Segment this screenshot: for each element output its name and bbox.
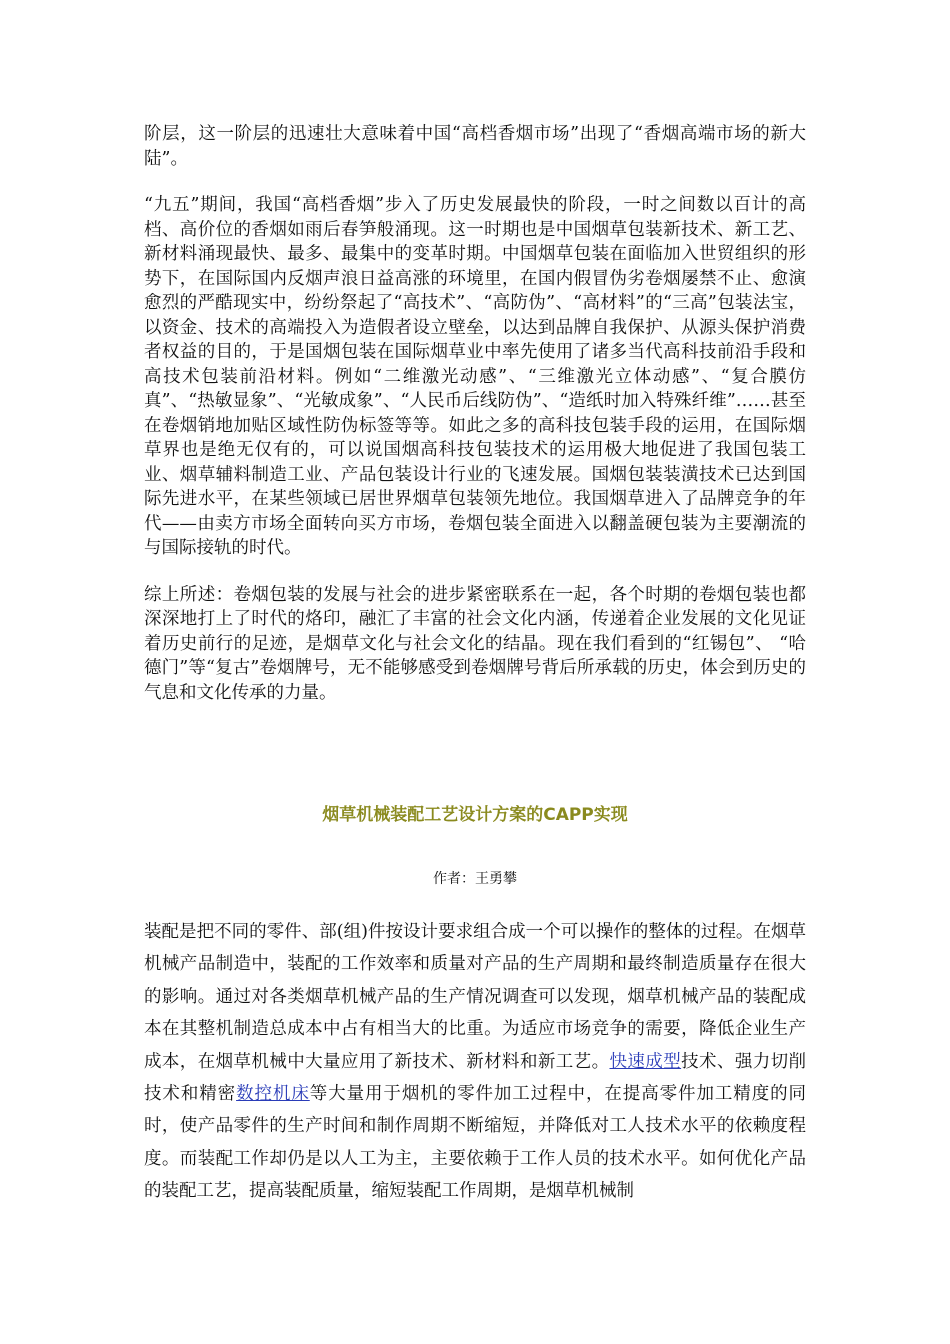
link-rapid-prototyping[interactable]: 快速成型 <box>609 1051 682 1072</box>
article-byline: 作者：王勇攀 <box>433 871 517 887</box>
article-body <box>144 916 806 1208</box>
document-page <box>144 122 807 1202</box>
paragraph-continuation: 阶层，这一阶层的迅速壮大意味着中国“高档香烟市场”出现了“香烟高端市场的新大陆”。 <box>144 124 806 169</box>
paragraph-jiuwu-period: “九五”期间，我国“高档香烟”步入了历史发展最快的阶段，一时之间数以百计的高档、高价位的香烟如雨后春笋般涌现。这一时期也是中国烟草包装新技术、新工艺、新材料涌现最快、最多、最集中的变革时期。中国烟草包装在面临加入世贸组织的形势下，在国际国内反烟声浪日益高涨的环境里，在国内假冒伪劣卷烟屡禁不止、愈演愈烈的严酷现实中，纷纷祭起了“高技术”、“高防伪”、“高材料”的“三高”包装法宝，以资金、技术的高端投入为造假者设立壁垒，以达到品牌自我保护、从源头保护消费者权益的目的，于是国烟包装在国际烟草业中率先使用了诸多当代高科技前沿手段和高技术包装前沿材料。例如“二维激光动感”、“三维激光立体动感”、“复合膜仿真”、“热敏显象”、“光敏成象”、“人民币后线防伪”、“造纸时加入特殊纤维”……甚至在卷烟销地加贴区域性防伪标签等等。如此之多的高科技包装手段的运用，在国际烟草界也是绝无仅有的，可以说国烟高科技包装技术的运用极大地促进了我国包装工业、烟草辅料制造工业、产品包装设计行业的飞速发展。国烟包装装潢技术已达到国际先进水平，在某些领域已居世界烟草包装领先地位。我国烟草进入了品牌竞争的年代——由卖方市场全面转向买方市场，卷烟包装全面进入以翻盖硬包装为主要潮流的与国际接轨的时代。 <box>144 195 806 558</box>
article-body-text-2: 技术、强力切削技术和精密 <box>144 1051 807 1105</box>
link-cnc-machine[interactable]: 数控机床 <box>236 1084 310 1105</box>
article-body-text-1: 装配是把不同的零件、部(组)件按设计要求组合成一个可以操作的整体的过程。在烟草机械产品制造中，装配的工作效率和质量对产品的生产周期和最终制造质量存在很大的影响。通过对各类烟草机械产品的生产情况调查可以发现，烟草机械产品的装配成本在其整机制造总成本中占有相当大的比重。为适应市场竞争的需要，降低企业生产成本，在烟草机械中大量应用了新技术、新材料和新工艺。 <box>144 922 806 1072</box>
paragraph-summary: 综上所述：卷烟包装的发展与社会的进步紧密联系在一起，各个时期的卷烟包装也都深深地打上了时代的烙印，融汇了丰富的社会文化内涵，传递着企业发展的文化见证着历史前行的足迹，是烟草文化与社会文化的结晶。现在我们看到的“红锡包”、 “哈德门”等“复古”卷烟牌号，无不能够感受到卷烟牌号背后所承载的历史，体会到历史的气息和文化传承的力量。 <box>144 584 806 703</box>
article-body-text-3: 等大量用于烟机的零件加工过程中，在提高零件加工精度的同时，使产品零件的生产时间和制作周期不断缩短，并降低对工人技术水平的依赖度程度。而装配工作却仍是以人工为主，主要依赖于工作人员的技术水平。如何优化产品的装配工艺，提高装配质量，缩短装配工作周期，是烟草机械制 <box>144 1084 807 1202</box>
article-title: 烟草机械装配工艺设计方案的CAPP实现 <box>322 805 628 825</box>
